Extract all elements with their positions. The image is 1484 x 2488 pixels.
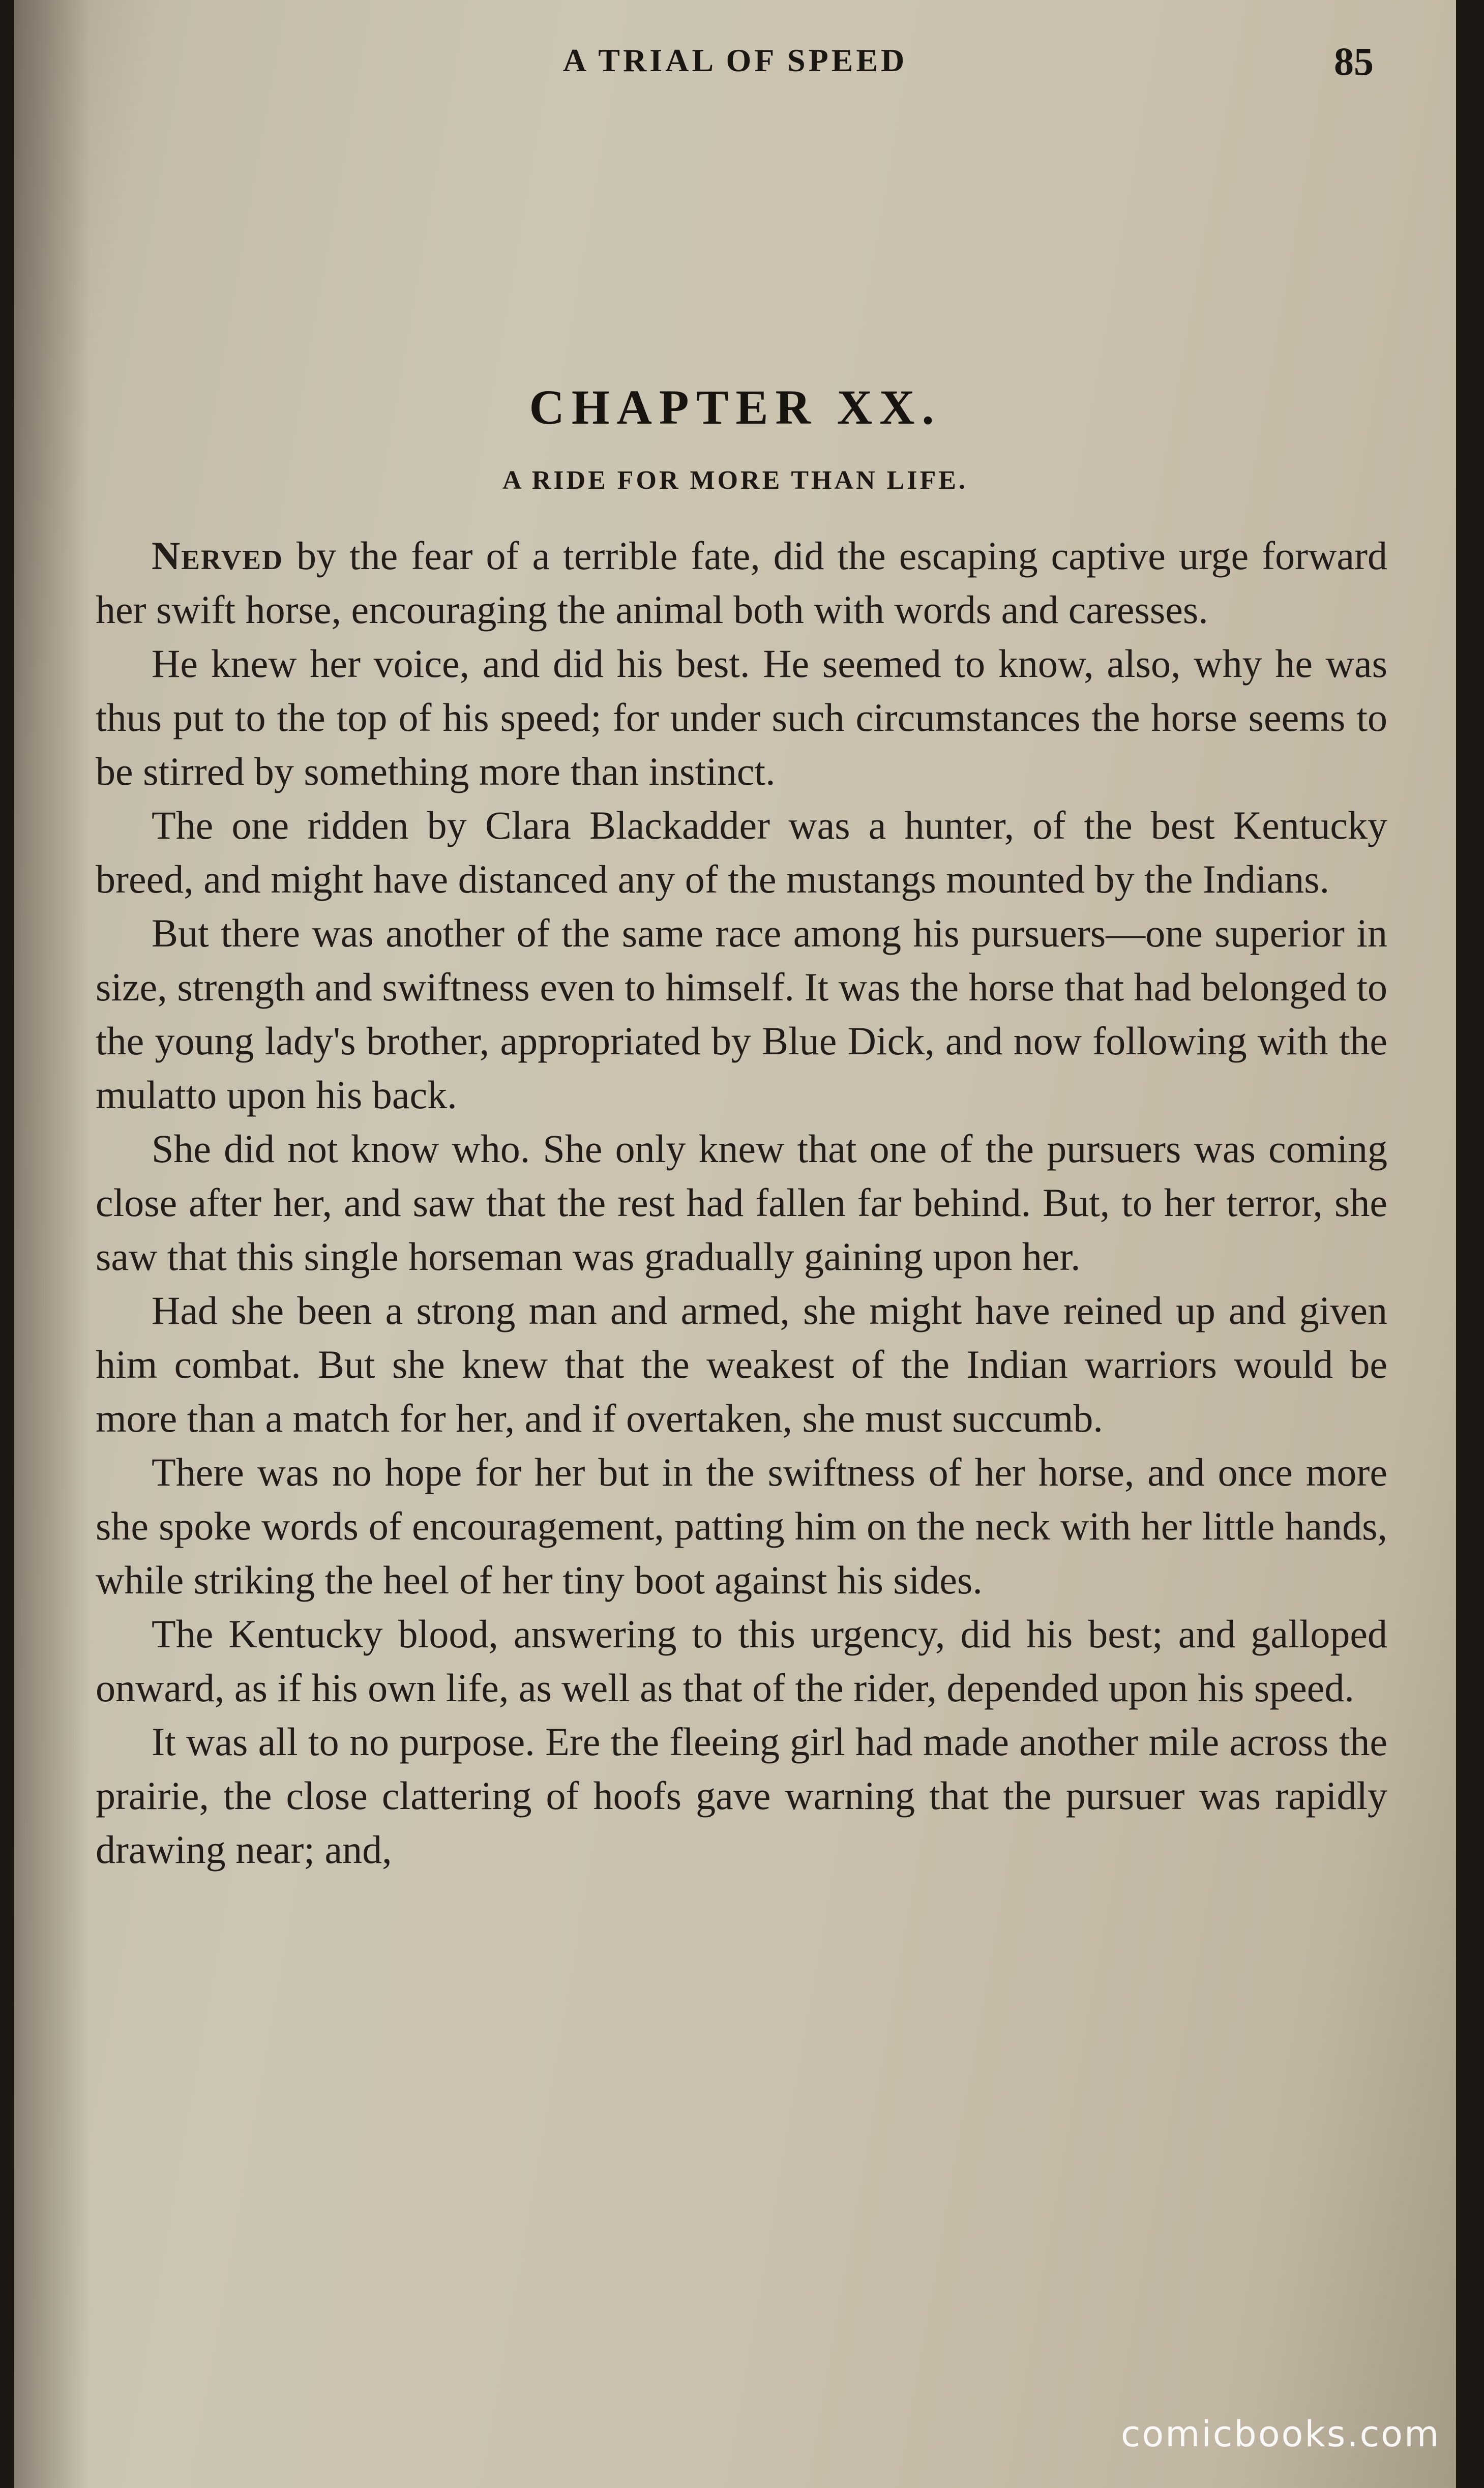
- paragraph-3: The one ridden by Clara Blackadder was a hunter, of the best Kentucky breed, and might have distanced any of the mustangs mounted by the Indians.: [96, 803, 1387, 901]
- paragraph-7: There was no hope for her but in the swiftness of her horse, and once more she spoke words of encouragement, patting him on the neck with her little hands, while striking the heel of her tiny boot against his sides.: [96, 1450, 1387, 1602]
- paragraph-9: It was all to no purpose. Ere the fleeing girl had made another mile across the prairie, the close clattering of hoofs gave warning that the pursuer was rapidly drawing near; and,: [96, 1720, 1387, 1872]
- paragraph-8: The Kentucky blood, answering to this urgency, did his best; and galloped onward, as if his own life, as well as that of the rider, depended upon his speed.: [96, 1612, 1387, 1710]
- running-head: [14, 39, 1456, 87]
- watermark-text: comicbooks.com: [1120, 2413, 1441, 2455]
- paragraph-2: He knew her voice, and did his best. He seemed to know, also, why he was thus put to the top of his speed; for under such circumstances the horse seems to be stirred by something more than instinct.: [96, 641, 1387, 793]
- paragraph-1: [96, 529, 1387, 637]
- chapter-subtitle: A RIDE FOR MORE THAN LIFE.: [502, 466, 968, 495]
- paragraph-4: But there was another of the same race among his pursuers—one superior in size, strength and swiftness even to himself. It was the horse that had belonged to the young lady's brother, appropriated by Blue Dick, and now following with the mulatto upon his back.: [96, 911, 1387, 1117]
- paragraph-text: by the fear of a terrible fate, did the escaping captive urge forward her swift horse, encouraging the animal both with words and caresses.: [96, 534, 1387, 632]
- page-number: 85: [1334, 39, 1374, 83]
- page-shadow: [14, 0, 91, 2488]
- book-page: [14, 0, 1456, 2488]
- running-title: A TRIAL OF SPEED: [562, 42, 908, 78]
- chapter-body: [96, 529, 1387, 1877]
- chapter-title: CHAPTER XX.: [529, 380, 941, 434]
- paragraph-6: Had she been a strong man and armed, she might have reined up and given him combat. But she knew that the weakest of the Indian warriors would be more than a match for her, and if overtaken, she must succumb.: [96, 1288, 1387, 1440]
- paragraph-5: She did not know who. She only knew that one of the pursuers was coming close after her, and saw that the rest had fallen far behind. But, to her terror, she saw that this single horseman was gradually gaining upon her.: [96, 1127, 1387, 1279]
- paragraph-lead-word: Nerved: [152, 534, 283, 578]
